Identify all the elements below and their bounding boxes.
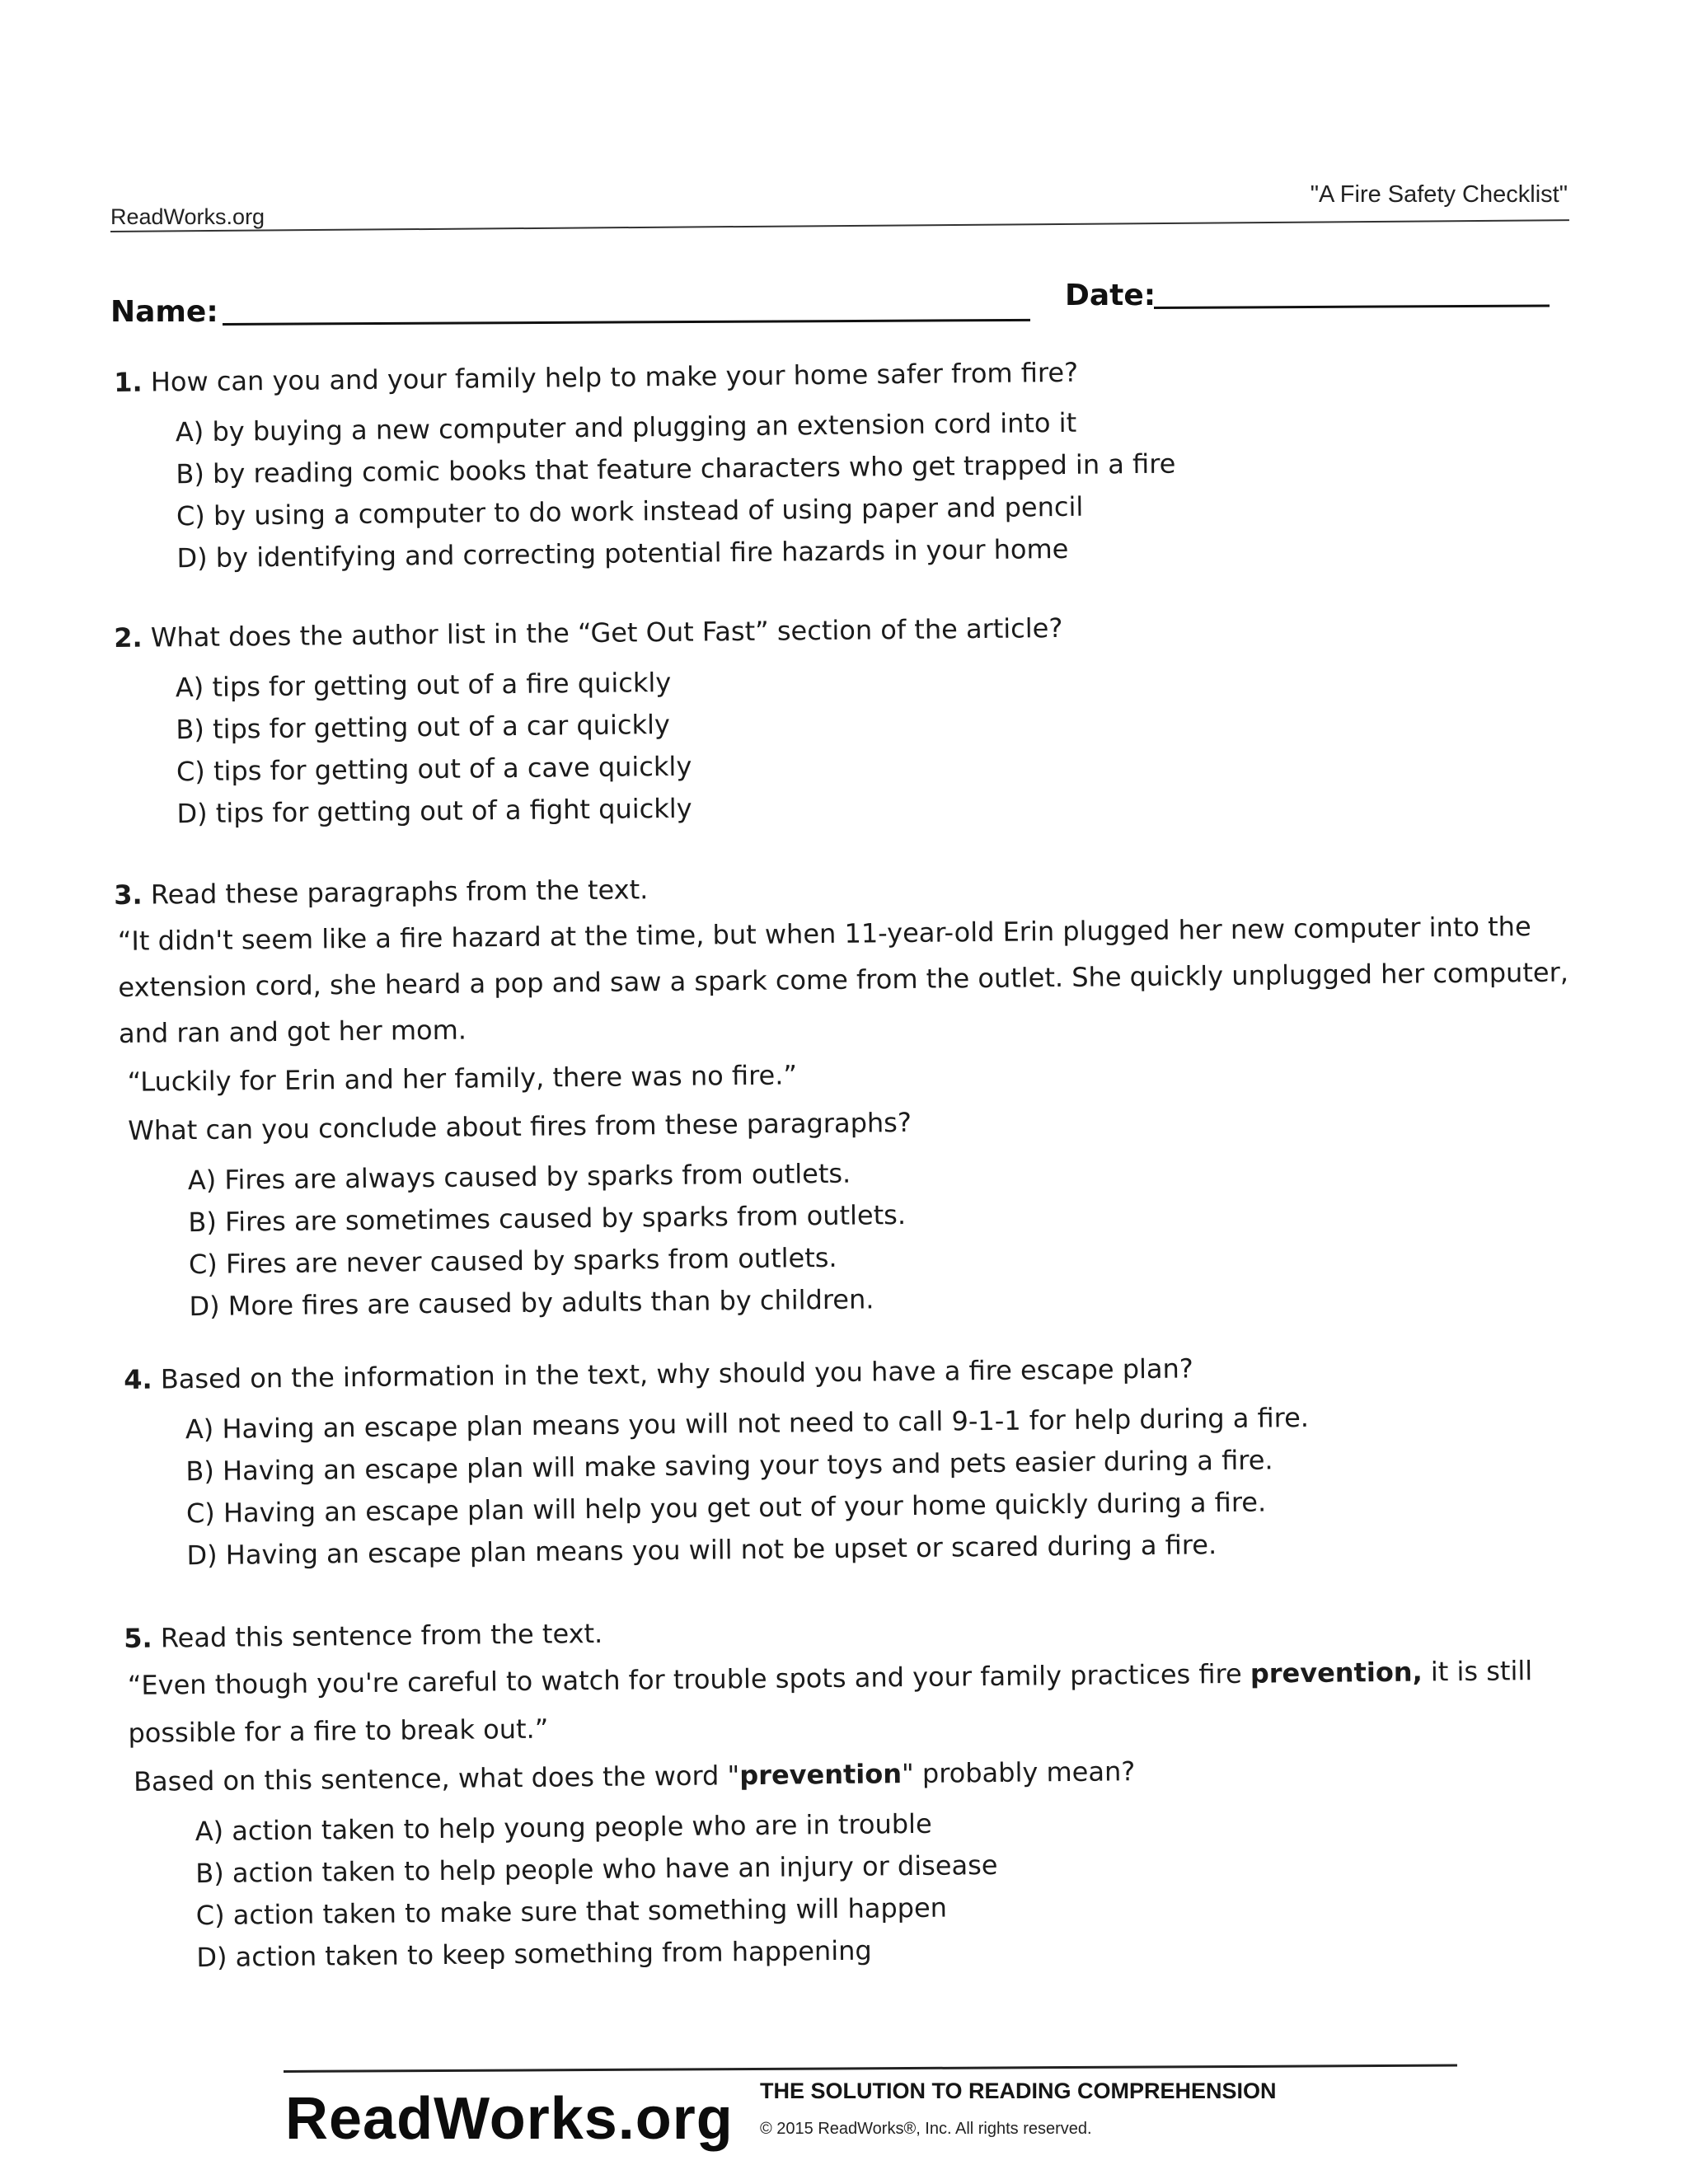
answer-option[interactable]: B) Fires are sometimes caused by sparks from outlets. bbox=[188, 1198, 907, 1239]
question-text: Read this sentence from the text. bbox=[160, 1617, 603, 1654]
question-text: Based on the information in the text, why should you have a fire escape plan? bbox=[160, 1352, 1193, 1395]
answer-option[interactable]: A) tips for getting out of a fire quickly bbox=[175, 666, 672, 704]
answer-option[interactable]: A) action taken to help young people who are in trouble bbox=[195, 1807, 932, 1848]
name-label: Name: bbox=[110, 295, 218, 329]
answer-option[interactable]: C) tips for getting out of a cave quickly bbox=[176, 750, 692, 788]
question-ask-end: " probably mean? bbox=[901, 1755, 1136, 1790]
question-text: What does the author list in the “Get Out Fast” section of the article? bbox=[150, 612, 1063, 654]
question-number: 5. bbox=[124, 1622, 152, 1654]
header-site-name: ReadWorks.org bbox=[110, 204, 265, 229]
answer-options bbox=[185, 1394, 1593, 1577]
question-2 bbox=[114, 601, 1583, 836]
answer-option[interactable]: D) tips for getting out of a fight quickly bbox=[176, 792, 692, 830]
answer-option[interactable]: A) Having an escape plan means you will not need to call 9-1-1 for help during a fire. bbox=[185, 1401, 1310, 1446]
quoted-passage: “It didn't seem like a fire hazard at the time, but when 11-year-old Erin plugged her new computer into the extension cord, she heard a pop and saw a spark come from the outlet. She quickly unplugged her computer, and ran and got her mom. bbox=[117, 910, 1569, 1049]
question-1 bbox=[114, 345, 1583, 580]
answer-option[interactable]: B) Having an escape plan will make saving your toys and pets easier during a fire. bbox=[185, 1444, 1273, 1488]
date-field[interactable] bbox=[1154, 304, 1550, 309]
answer-option[interactable]: A) by buying a new computer and plugging an extension cord into it bbox=[175, 406, 1077, 448]
question-5 bbox=[124, 1601, 1587, 1980]
answer-option[interactable]: A) Fires are always caused by sparks from outlets. bbox=[187, 1157, 851, 1197]
answer-option[interactable]: B) tips for getting out of a car quickly bbox=[176, 708, 671, 746]
question-number: 4. bbox=[124, 1363, 152, 1395]
question-4-stem bbox=[124, 1343, 1591, 1401]
answer-options bbox=[176, 396, 1583, 579]
answer-option[interactable]: D) Having an escape plan means you will not be upset or scared during a fire. bbox=[186, 1529, 1217, 1572]
answer-options bbox=[195, 1796, 1586, 1979]
question-1-stem bbox=[114, 345, 1581, 404]
question-3 bbox=[114, 858, 1586, 1329]
answer-option[interactable]: D) by identifying and correcting potential fire hazards in your home bbox=[176, 532, 1069, 574]
question-ask: What can you conclude about fires from these paragraphs? bbox=[128, 1106, 912, 1146]
answer-option[interactable]: B) action taken to help people who have an injury or disease bbox=[195, 1849, 998, 1890]
question-number: 3. bbox=[114, 879, 143, 911]
date-label: Date: bbox=[1065, 279, 1156, 312]
answer-options bbox=[188, 1145, 1586, 1328]
footer-copyright: © 2015 ReadWorks®, Inc. All rights reserved. bbox=[760, 2120, 1092, 2138]
answer-option[interactable]: D) action taken to keep something from happening bbox=[196, 1934, 872, 1974]
quoted-passage-2: “Luckily for Erin and her family, there was no fire.” bbox=[127, 1059, 798, 1098]
answer-option[interactable]: C) Having an escape plan will help you get out of your home quickly during a fire. bbox=[185, 1486, 1267, 1530]
question-4 bbox=[124, 1343, 1593, 1577]
quoted-sentence bbox=[128, 1646, 1584, 1756]
question-number: 1. bbox=[114, 366, 143, 398]
question-number: 2. bbox=[114, 621, 143, 654]
question-text: Read these paragraphs from the text. bbox=[150, 874, 649, 911]
vocabulary-word: prevention bbox=[739, 1758, 903, 1792]
answer-options bbox=[176, 652, 1583, 835]
quoted-sentence-start: “Even though you're careful to watch for trouble spots and your family practices fire bbox=[127, 1657, 1251, 1701]
footer-tagline: THE SOLUTION TO READING COMPREHENSION bbox=[760, 2079, 1277, 2103]
header-rule bbox=[110, 219, 1569, 232]
answer-option[interactable]: C) Fires are never caused by sparks from outlets. bbox=[188, 1241, 837, 1281]
question-text: How can you and your family help to make your home safer from fire? bbox=[150, 356, 1079, 398]
answer-option[interactable]: C) by using a computer to do work instead of using paper and pencil bbox=[176, 490, 1084, 532]
answer-option[interactable]: B) by reading comic books that feature characters who get trapped in a fire bbox=[176, 448, 1176, 490]
footer-rule bbox=[284, 2064, 1457, 2073]
answer-option[interactable]: C) action taken to make sure that something will happen bbox=[195, 1891, 948, 1932]
vocabulary-word: prevention, bbox=[1250, 1656, 1423, 1690]
question-ask-start: Based on this sentence, what does the word " bbox=[133, 1760, 740, 1797]
question-2-stem bbox=[114, 601, 1581, 659]
name-field[interactable] bbox=[223, 319, 1030, 326]
header-document-title: "A Fire Safety Checklist" bbox=[1310, 181, 1568, 208]
answer-option[interactable]: D) More fires are caused by adults than by children. bbox=[189, 1283, 874, 1323]
quoted-sentence-end: it is still possible for a fire to break out.” bbox=[128, 1655, 1533, 1749]
readworks-logo: ReadWorks.org bbox=[285, 2086, 734, 2152]
